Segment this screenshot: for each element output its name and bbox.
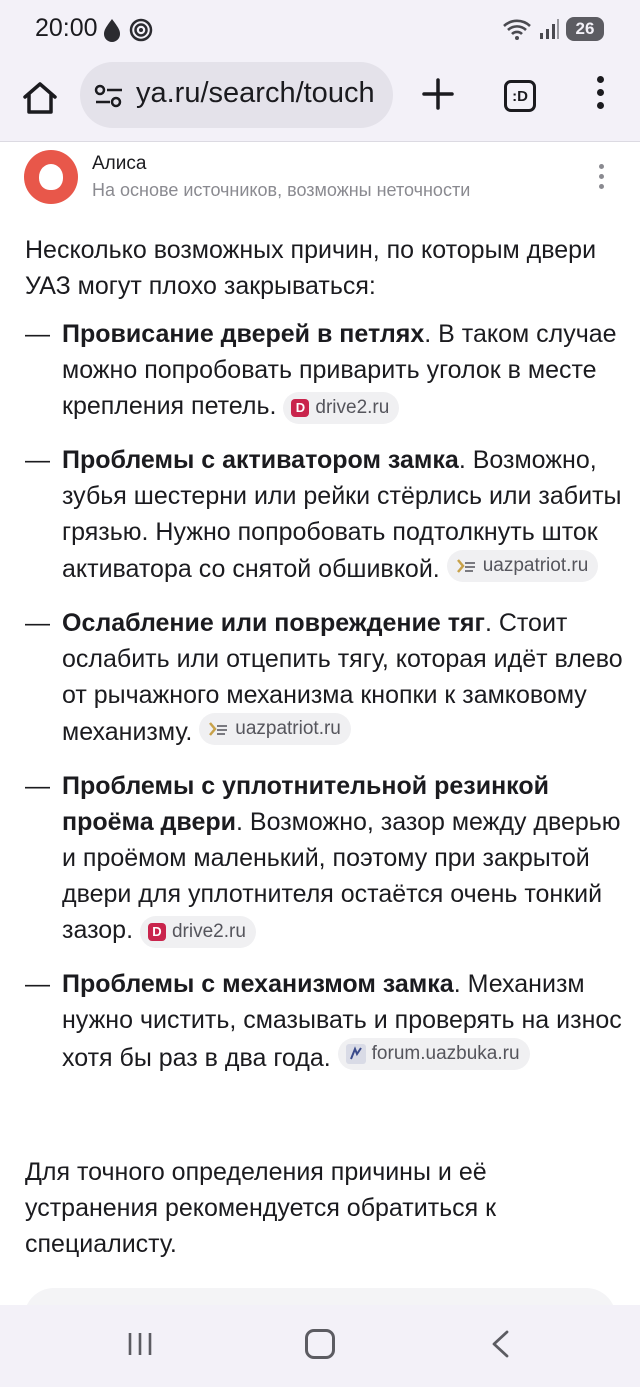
recent-apps-icon[interactable] [126,1330,154,1358]
item-heading: Ослабление или повреждение тяг [62,609,485,637]
item-text: . Механизм нужно чистить, смазывать и проверять на износ хотя бы раз в два года. [62,970,622,1072]
source-label[interactable]: drive2.ru [171,921,246,942]
item-text: . Стоит ослабить или отцепить тягу, которая идёт влево от рычажного механизма кнопки к замковому механизму. [62,609,623,746]
list-dash: — [25,772,50,800]
wifi-icon [502,17,532,41]
list-dash: — [25,609,50,637]
address-bar[interactable] [80,62,393,128]
list-item [25,605,625,750]
forum-icon [346,1044,366,1064]
source-label[interactable]: uazpatriot.ru [235,718,341,739]
source-label[interactable]: uazpatriot.ru [482,555,589,576]
list-dash: — [25,320,50,348]
battery-level: 26 [566,17,604,41]
url-text[interactable]: ya.ru/search/touch [136,77,375,109]
source-chip[interactable] [447,550,599,582]
item-text: . Возможно, зазор между дверью и проёмом маленький, поэтому при закрытой двери для уплотнителя остаётся очень тонкий зазор. [62,808,621,944]
source-chip[interactable] [140,916,256,948]
list-item [25,442,625,587]
plus-icon[interactable] [420,76,456,112]
uazpatriot-icon [207,720,229,738]
item-text: . В таком случае можно попробовать приварить уголок в месте крепления петель. [62,320,617,420]
answer-intro: Несколько возможных причин, по которым двери УАЗ могут плохо закрываться: [25,236,597,300]
uazpatriot-icon [455,557,477,575]
source-chip[interactable] [283,392,399,424]
drop-icon [101,18,123,42]
nav-home-icon[interactable] [305,1329,335,1359]
menu-icon[interactable] [590,76,610,116]
source-label[interactable]: forum.uazbuka.ru [371,1043,520,1064]
answer-more-icon[interactable] [596,164,606,194]
alice-logo [24,150,78,204]
list-item [25,316,625,424]
answer-author: Алиса [92,153,147,174]
answer-disclaimer: На основе источников, возможны неточности [92,180,471,200]
source-label[interactable]: drive2.ru [315,397,390,418]
item-heading: Проблемы с механизмом замка [62,970,454,998]
back-icon[interactable] [488,1329,512,1359]
list-dash: — [25,970,50,998]
drive2-icon: D [291,399,309,417]
tab-switcher-button[interactable]: :D [504,80,536,112]
site-settings-icon[interactable] [94,83,124,109]
system-nav-bar [0,1305,640,1387]
item-heading: Проблемы с уплотнительной резинкой проёма двери [62,772,549,836]
browser-toolbar [0,62,640,142]
status-bar [0,0,640,62]
reasons-list [25,316,625,1094]
signal-icon [538,17,560,41]
status-time: 20:00 [35,14,98,42]
item-text: . Возможно, зубья шестерни или рейки стёрлись или забиты грязью. Нужно попробовать подтолкнуть шток активатора со снятой обшивкой. [62,446,622,583]
item-heading: Провисание дверей в петлях [62,320,425,348]
list-dash: — [25,446,50,474]
answer-outro: Для точного определения причины и её устранения рекомендуется обратиться к специалисту. [25,1158,497,1258]
item-heading: Проблемы с активатором замка [62,446,459,474]
list-item [25,966,625,1076]
answer-header [24,150,624,210]
source-chip[interactable] [199,713,351,745]
list-item [25,768,625,948]
home-icon[interactable] [20,78,60,118]
hotspot-icon [129,18,153,42]
drive2-icon: D [148,923,166,941]
source-chip[interactable] [338,1038,530,1070]
